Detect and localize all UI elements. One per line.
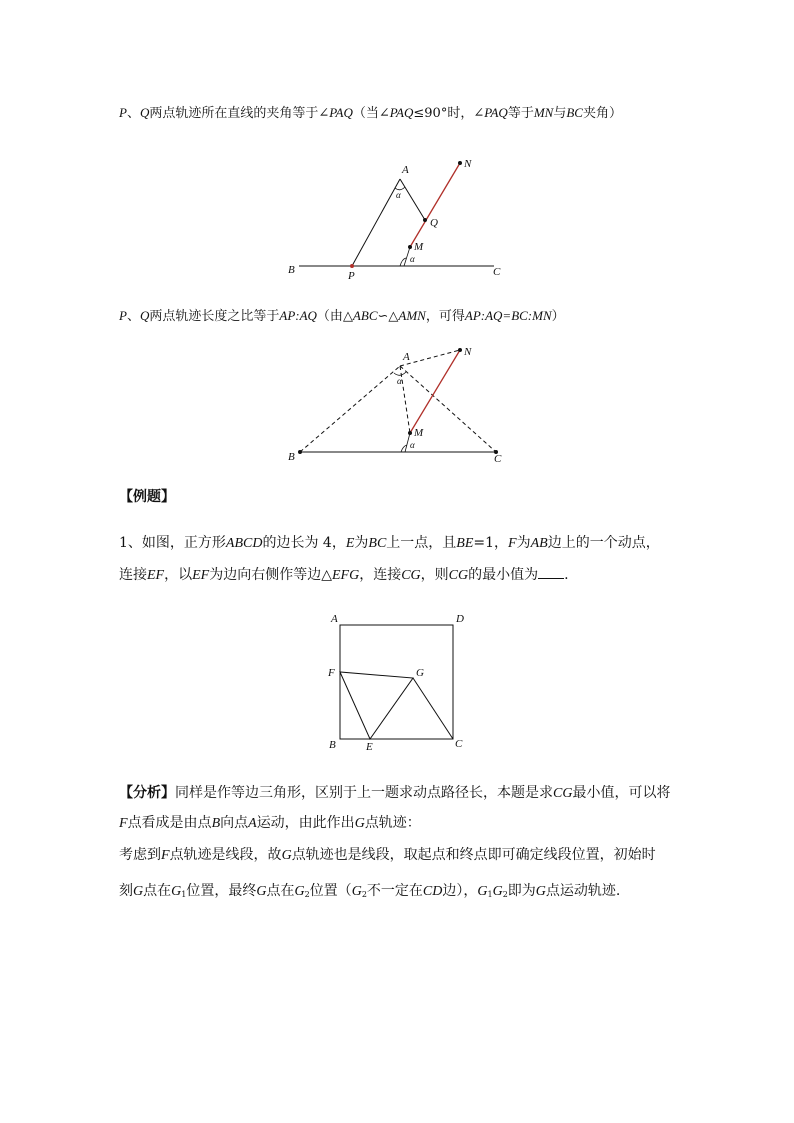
- text: 点轨迹也是线段，取起点和终点即可确定线段位置，初始时: [291, 847, 656, 863]
- triangle-efg: [340, 672, 413, 739]
- triangle-abc: △ABC: [342, 308, 378, 323]
- text: 边上的一个动点，: [547, 535, 660, 551]
- text: .: [564, 567, 569, 583]
- label-m: M: [414, 241, 424, 253]
- text: ，可得: [425, 309, 465, 324]
- segment-cg: CG: [401, 568, 421, 583]
- var-q: Q: [139, 105, 150, 120]
- angle-paq: ∠PAQ: [473, 105, 508, 120]
- segment-ab: AB: [530, 536, 548, 551]
- label-e: E: [366, 741, 373, 753]
- label-p: P: [348, 270, 355, 282]
- text: 点看成是由点: [127, 815, 212, 831]
- label-d: D: [456, 613, 464, 625]
- label-q: Q: [430, 217, 438, 229]
- segment-cg: CG: [448, 568, 469, 583]
- point-e: E: [345, 536, 355, 551]
- analysis-heading: 【分析】: [119, 785, 175, 801]
- text: 的边长为 4，: [262, 535, 346, 551]
- text: ，则: [420, 567, 449, 583]
- sep: 、: [126, 106, 140, 121]
- label-b: B: [288, 264, 295, 276]
- point-f: F: [119, 816, 128, 831]
- text: 连接: [119, 567, 147, 583]
- text: ，连接: [359, 567, 402, 583]
- text: 即为: [507, 883, 536, 899]
- text: 点在: [143, 883, 172, 899]
- label-c: C: [494, 453, 502, 465]
- label-c: C: [493, 266, 501, 278]
- segment-mn: MN: [533, 105, 554, 120]
- analysis-line-2: [119, 814, 421, 833]
- text: ≤90°时，: [413, 106, 474, 121]
- text: 最小值，可以将: [572, 785, 671, 801]
- label-b: B: [288, 451, 295, 463]
- text: 位置（: [309, 883, 352, 899]
- label-b: B: [329, 739, 336, 751]
- angle-paq: ∠PAQ: [378, 105, 414, 120]
- text: 不一定在: [366, 883, 423, 899]
- sep: 、: [126, 309, 140, 324]
- label-n: N: [464, 346, 472, 358]
- subscript: 1: [487, 890, 493, 899]
- text: 两点轨迹长度之比等于: [149, 309, 280, 324]
- point-g2: G: [351, 884, 362, 899]
- segment-bc: BC: [566, 105, 583, 120]
- point-a: A: [248, 816, 257, 831]
- text: 点运动轨迹.: [545, 883, 621, 899]
- text: 为: [516, 535, 531, 551]
- text: （由: [316, 309, 343, 324]
- segment-cg: CG: [553, 786, 573, 801]
- label-c: C: [455, 738, 463, 750]
- point-f: F: [508, 536, 517, 551]
- text: =1，: [473, 535, 509, 551]
- text: 考虑到: [119, 847, 161, 863]
- point-g2: G: [294, 884, 305, 899]
- text: 同样是作等边三角形，区别于上一题求动点路径长，本题是求: [175, 785, 553, 801]
- text: 点轨迹：: [364, 815, 421, 831]
- var-p: P: [119, 105, 127, 120]
- segment-cd: CD: [422, 884, 443, 899]
- label-a: A: [402, 164, 409, 176]
- text: 为边向右侧作等边: [209, 567, 322, 583]
- text: 夹角）: [582, 106, 622, 121]
- square: [340, 625, 453, 739]
- var-q: Q: [139, 308, 150, 323]
- subscript: 2: [304, 890, 310, 899]
- label-alpha-bottom: α: [410, 440, 415, 450]
- text: 1、如图，正方形: [119, 535, 226, 551]
- label-f: F: [328, 667, 335, 679]
- text: ，以: [164, 567, 193, 583]
- text: 上一点，且: [386, 535, 457, 551]
- label-g: G: [416, 667, 424, 679]
- text: 边），: [442, 883, 478, 899]
- point-g1: G: [171, 884, 182, 899]
- segment-bc: BC: [368, 536, 387, 551]
- analysis-line-4: [119, 882, 620, 904]
- segment-gc: [413, 678, 453, 739]
- subscript: 1: [181, 890, 187, 899]
- triangle-efg: △EFG: [321, 568, 360, 583]
- label-n: N: [464, 158, 472, 170]
- text: 等于: [507, 106, 534, 121]
- ratio: AP:AQ: [279, 308, 317, 323]
- subscript: 2: [502, 890, 508, 899]
- var-p: P: [119, 308, 127, 323]
- point-g: G: [281, 848, 292, 863]
- segment-ef: EF: [147, 568, 165, 583]
- label-m: M: [414, 427, 424, 439]
- segment-ef: EF: [192, 568, 210, 583]
- label-a: A: [331, 613, 338, 625]
- triangle-amn: △AMN: [388, 308, 426, 323]
- text: 刻: [119, 883, 133, 899]
- similar-sign: ∽: [377, 309, 389, 324]
- example-heading: 【例题】: [119, 489, 175, 505]
- label-a: A: [403, 351, 410, 363]
- analysis-line-3: [119, 846, 656, 865]
- text: 位置，最终: [186, 883, 257, 899]
- label-alpha-top: α: [396, 190, 401, 200]
- subscript: 2: [361, 890, 367, 899]
- point-g: G: [256, 884, 267, 899]
- text: （当: [352, 106, 379, 121]
- text: 点轨迹是线段，故: [169, 847, 282, 863]
- point-g: G: [354, 816, 365, 831]
- segment-be: BE: [456, 536, 474, 551]
- text: 运动，由此作出: [256, 815, 355, 831]
- point-g2: G: [492, 884, 503, 899]
- label-alpha-bottom: α: [410, 254, 415, 264]
- point-g: G: [133, 884, 144, 899]
- square-abcd: ABCD: [225, 536, 263, 551]
- text: 为: [354, 535, 369, 551]
- text: 两点轨迹所在直线的夹角等于: [149, 106, 319, 121]
- text: 的最小值为: [468, 567, 539, 583]
- point-g: G: [535, 884, 546, 899]
- text: ）: [551, 309, 565, 324]
- text: 向点: [220, 815, 249, 831]
- angle-paq: ∠PAQ: [318, 105, 353, 120]
- point-b: B: [211, 816, 221, 831]
- text: 与: [553, 106, 567, 121]
- point-g1: G: [477, 884, 488, 899]
- point-f: F: [161, 848, 170, 863]
- label-alpha-top: α: [397, 376, 402, 386]
- ratio-equation: AP:AQ=BC:MN: [464, 308, 552, 323]
- analysis-line-1: [119, 784, 670, 803]
- text: 点在: [266, 883, 295, 899]
